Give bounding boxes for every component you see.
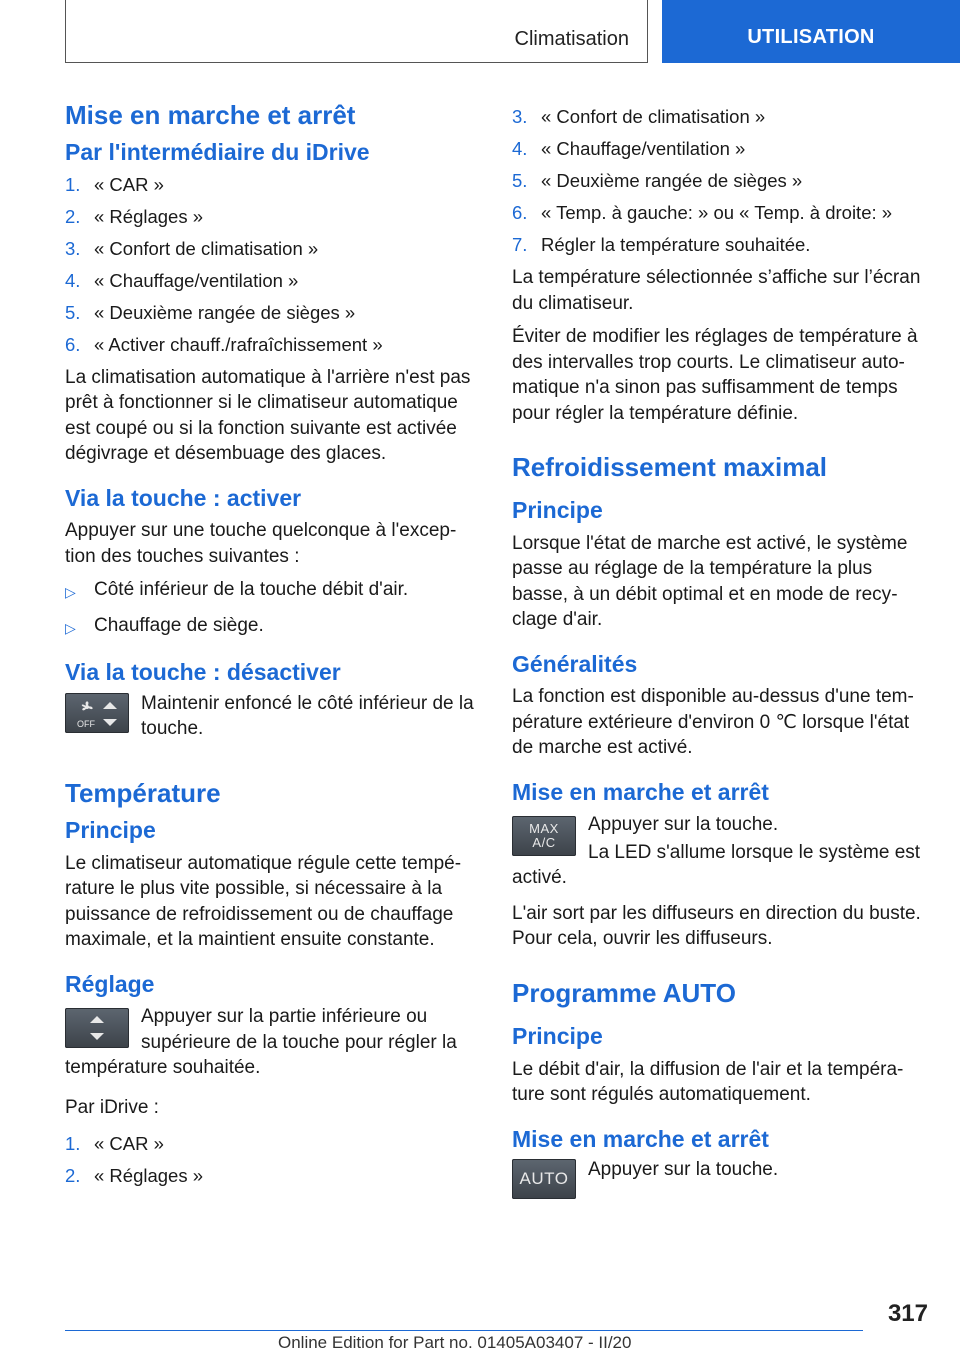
heading-via-touche-desactiver: Via la touche : désactiver xyxy=(65,659,341,686)
heading-par-idrive: Par l'intermédiaire du iDrive xyxy=(65,139,370,166)
heading-via-touche-activer: Via la touche : activer xyxy=(65,484,302,511)
list-item: 7. Régler la température souhaitée. xyxy=(512,234,811,255)
heading-temperature: Température xyxy=(65,777,221,808)
button-row-max xyxy=(512,812,928,891)
right-column xyxy=(512,105,928,1209)
steps-list-temp-cont xyxy=(512,105,928,257)
paragraph-auto-clim: La climatisation automatique à l'arrière n'est pas prêt à fonctionner si le climatiseur automatique est coupé ou si la fonction suivante est activée dégivrage et désembuage des glaces. xyxy=(65,366,471,465)
list-item: ▷ Chauffage de siège. xyxy=(65,615,264,637)
paragraph-max-appuyer: Appuyer sur la touche. xyxy=(588,814,779,836)
list-item: 2. « Réglages » xyxy=(65,205,204,227)
paragraph-generalites: La fonction est disponible au-dessus d'une température extérieure d'environ 0 ℃ lorsque l'état de marche est activé. xyxy=(512,686,914,759)
button-row-off xyxy=(65,693,480,750)
list-item: 6. « Activer chauff./rafraîchissement » xyxy=(65,333,383,355)
list-item: 4. « Chauffage/ventilation » xyxy=(512,138,746,159)
heading-mise-en-marche: Mise en marche et arrêt xyxy=(65,100,356,130)
footer-edition xyxy=(278,1333,631,1353)
list-item: 5. « Deuxième rangée de sièges » xyxy=(65,301,356,323)
paragraph-air-diffuseurs: L'air sort par les diffuseurs en direction du buste. Pour cela, ouvrir les diffuseurs. xyxy=(512,902,921,950)
list-item: 3. « Confort de climatisation » xyxy=(512,106,766,127)
temp-up-down-button-image xyxy=(65,1008,129,1048)
list-item: 1. « CAR » xyxy=(65,1133,164,1155)
list-item: 6. « Temp. à gauche: » ou « Temp. à droite: » xyxy=(512,202,893,223)
header-chapter-tab: UTILISATION xyxy=(662,0,960,63)
paragraph-principe-refroid: Lorsque l'état de marche est activé, le système passe au réglage de la température la plus basse, à un débit optimal et en mode de recyclage d'air. xyxy=(512,532,908,631)
heading-principe-refroid: Principe xyxy=(512,497,603,524)
paragraph-reglage: Appuyer sur la partie inférieure ou supérieure de la touche pour régler la température souhaitée. xyxy=(65,1006,457,1079)
paragraph-max-led: La LED s'allume lorsque le système est activé. xyxy=(512,841,921,889)
heading-principe-auto: Principe xyxy=(512,1023,603,1050)
paragraph-temp-eviter: Éviter de modifier les réglages de température à des intervalles trop courts. Le climatiseur automatique n'a sinon pas suffisamment de temps pour régler la température définie. xyxy=(512,326,918,424)
fan-off-icon xyxy=(70,696,124,730)
footer-edition-text: Online Edition for Part no. 01405A03407 - II/20 xyxy=(278,1333,632,1352)
heading-mise-en-marche-auto: Mise en marche et arrêt xyxy=(512,1125,769,1152)
page-number: 317 xyxy=(887,1300,928,1327)
steps-list-temp xyxy=(65,1132,480,1188)
list-item: ▷ Côté inférieur de la touche débit d'air. xyxy=(65,579,409,601)
heading-programme-auto: Programme AUTO xyxy=(512,977,736,1008)
button-row-auto xyxy=(512,1159,928,1199)
header-box xyxy=(65,0,648,63)
left-column xyxy=(65,100,480,1196)
steps-list-idrive xyxy=(65,173,480,357)
list-item: 1. « CAR » xyxy=(65,173,164,195)
paragraph-temp-affichage: La température sélectionnée s’affiche sur l’écran du climatiseur. xyxy=(512,267,921,314)
max-ac-button-image: MAX A/C xyxy=(512,816,576,856)
list-item: 4. « Chauffage/ventilation » xyxy=(65,269,299,291)
up-down-arrows-icon xyxy=(77,1011,117,1045)
list-item: 3. « Confort de climatisation » xyxy=(65,237,319,259)
fan-off-button-image xyxy=(65,693,129,733)
heading-generalites: Généralités xyxy=(512,650,638,677)
list-item: 5. « Deuxième rangée de sièges » xyxy=(512,170,803,191)
paragraph-desactiver: Maintenir enfoncé le côté inférieur de la touche. xyxy=(141,692,474,740)
paragraph-principe: Le climatiseur automatique régule cette température le plus vite possible, si nécessaire à la puissance de refroidissement ou de chauffage maximale, et la maintient ensuite constante. xyxy=(65,852,462,951)
header-section-title: Climatisation xyxy=(514,28,629,50)
heading-mise-en-marche-max: Mise en marche et arrêt xyxy=(512,778,769,805)
button-row-temp xyxy=(65,1004,480,1081)
footer-divider xyxy=(65,1330,863,1331)
auto-button-image: AUTO xyxy=(512,1159,576,1199)
paragraph-principe-auto: Le débit d'air, la diffusion de l'air et la température sont régulés automatiquement. xyxy=(512,1058,904,1106)
heading-refroidissement: Refroidissement maximal xyxy=(512,452,828,482)
heading-reglage: Réglage xyxy=(65,970,155,997)
paragraph-activer: Appuyer sur une touche quelconque à l'exception des touches suivantes : xyxy=(65,520,457,567)
bullet-list-exceptions xyxy=(65,577,480,641)
paragraph-auto-appuyer: Appuyer sur la touche. xyxy=(588,1159,779,1181)
paragraph-par-idrive: Par iDrive : xyxy=(65,1096,159,1118)
heading-principe: Principe xyxy=(65,817,156,844)
list-item: 2. « Réglages » xyxy=(65,1165,204,1187)
svg-text:OFF: OFF xyxy=(77,718,95,729)
